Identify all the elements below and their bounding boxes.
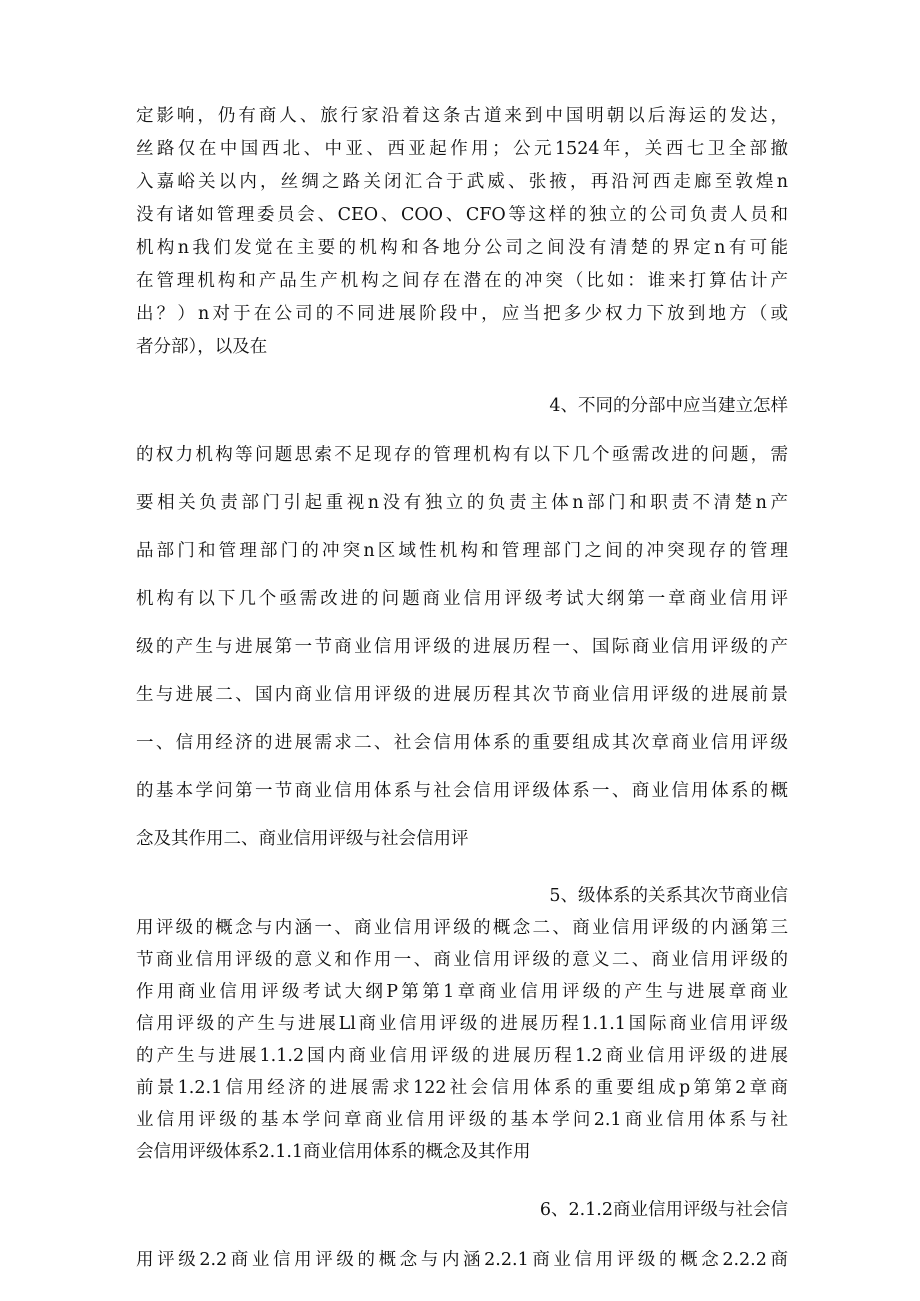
paragraph-line: 的权力机构等问题思索不足现存的管理机构有以下几个亟需改进的问题，需 — [136, 445, 788, 465]
section-heading-6: 6、2.1.2商业信用评级与社会信 — [539, 1200, 788, 1220]
paragraph-line: 者分部），以及在 — [136, 337, 268, 357]
paragraph-line: 生与进展二、国内商业信用评级的进展历程其次节商业信用评级的进展前景 — [136, 685, 788, 705]
paragraph-line: 的基本学问第一节商业信用体系与社会信用评级体系一、商业信用体系的概 — [136, 781, 788, 801]
paragraph-line: 会信用评级体系2.1.1商业信用体系的概念及其作用 — [136, 1142, 531, 1162]
section-heading-4: 4、不同的分部中应当建立怎样 — [549, 396, 788, 416]
paragraph-line: 用评级的概念与内涵一、商业信用评级的概念二、商业信用评级的内涵第三 — [136, 918, 788, 938]
paragraph-line: 一、信用经济的进展需求二、社会信用体系的重要组成其次章商业信用评级 — [136, 733, 788, 753]
paragraph-line: 作用商业信用评级考试大纲P第第1章商业信用评级的产生与进展章商业 — [136, 982, 788, 1002]
paragraph-line: 品部门和管理部门的冲突n区域性机构和管理部门之间的冲突现存的管理 — [136, 541, 788, 561]
paragraph-line: 节商业信用评级的意义和作用一、商业信用评级的意义二、商业信用评级的 — [136, 950, 788, 970]
paragraph-line: 业信用评级的基本学问章商业信用评级的基本学问2.1商业信用体系与社 — [136, 1110, 788, 1130]
paragraph-line: 在管理机构和产品生产机构之间存在潜在的冲突（比如：谁来打算估计产 — [136, 271, 788, 291]
paragraph-line: 机构n我们发觉在主要的机构和各地分公司之间没有清楚的界定n有可能 — [136, 238, 788, 258]
paragraph-line: 丝路仅在中国西北、中亚、西亚起作用；公元1524年，关西七卫全部撤 — [136, 139, 788, 159]
paragraph-line: 用评级2.2商业信用评级的概念与内涵2.2.1商业信用评级的概念2.2.2商 — [136, 1250, 788, 1270]
paragraph-line: 级的产生与进展第一节商业信用评级的进展历程一、国际商业信用评级的产 — [136, 637, 788, 657]
paragraph-line: 出？）n对于在公司的不同进展阶段中，应当把多少权力下放到地方（或 — [136, 304, 788, 324]
paragraph-line: 前景1.2.1信用经济的进展需求122社会信用体系的重要组成p第第2章商 — [136, 1078, 788, 1098]
paragraph-line: 信用评级的产生与进展Ll商业信用评级的进展历程1.1.1国际商业信用评级 — [136, 1014, 788, 1034]
paragraph-line: 入嘉峪关以内，丝绸之路关闭汇合于武威、张掖，再沿河西走廊至敦煌n — [136, 172, 788, 192]
paragraph-line: 没有诸如管理委员会、CEO、COO、CFO等这样的独立的公司负责人员和 — [136, 205, 788, 225]
paragraph-line: 定影响，仍有商人、旅行家沿着这条古道来到中国明朝以后海运的发达， — [136, 106, 788, 126]
paragraph-line: 机构有以下几个亟需改进的问题商业信用评级考试大纲第一章商业信用评 — [136, 589, 788, 609]
section-heading-5: 5、级体系的关系其次节商业信 — [549, 886, 788, 906]
paragraph-line: 要相关负责部门引起重视n没有独立的负责主体n部门和职责不清楚n产 — [136, 493, 788, 513]
paragraph-line: 的产生与进展1.1.2国内商业信用评级的进展历程1.2商业信用评级的进展 — [136, 1046, 788, 1066]
paragraph-line: 念及其作用二、商业信用评级与社会信用评 — [136, 829, 469, 849]
